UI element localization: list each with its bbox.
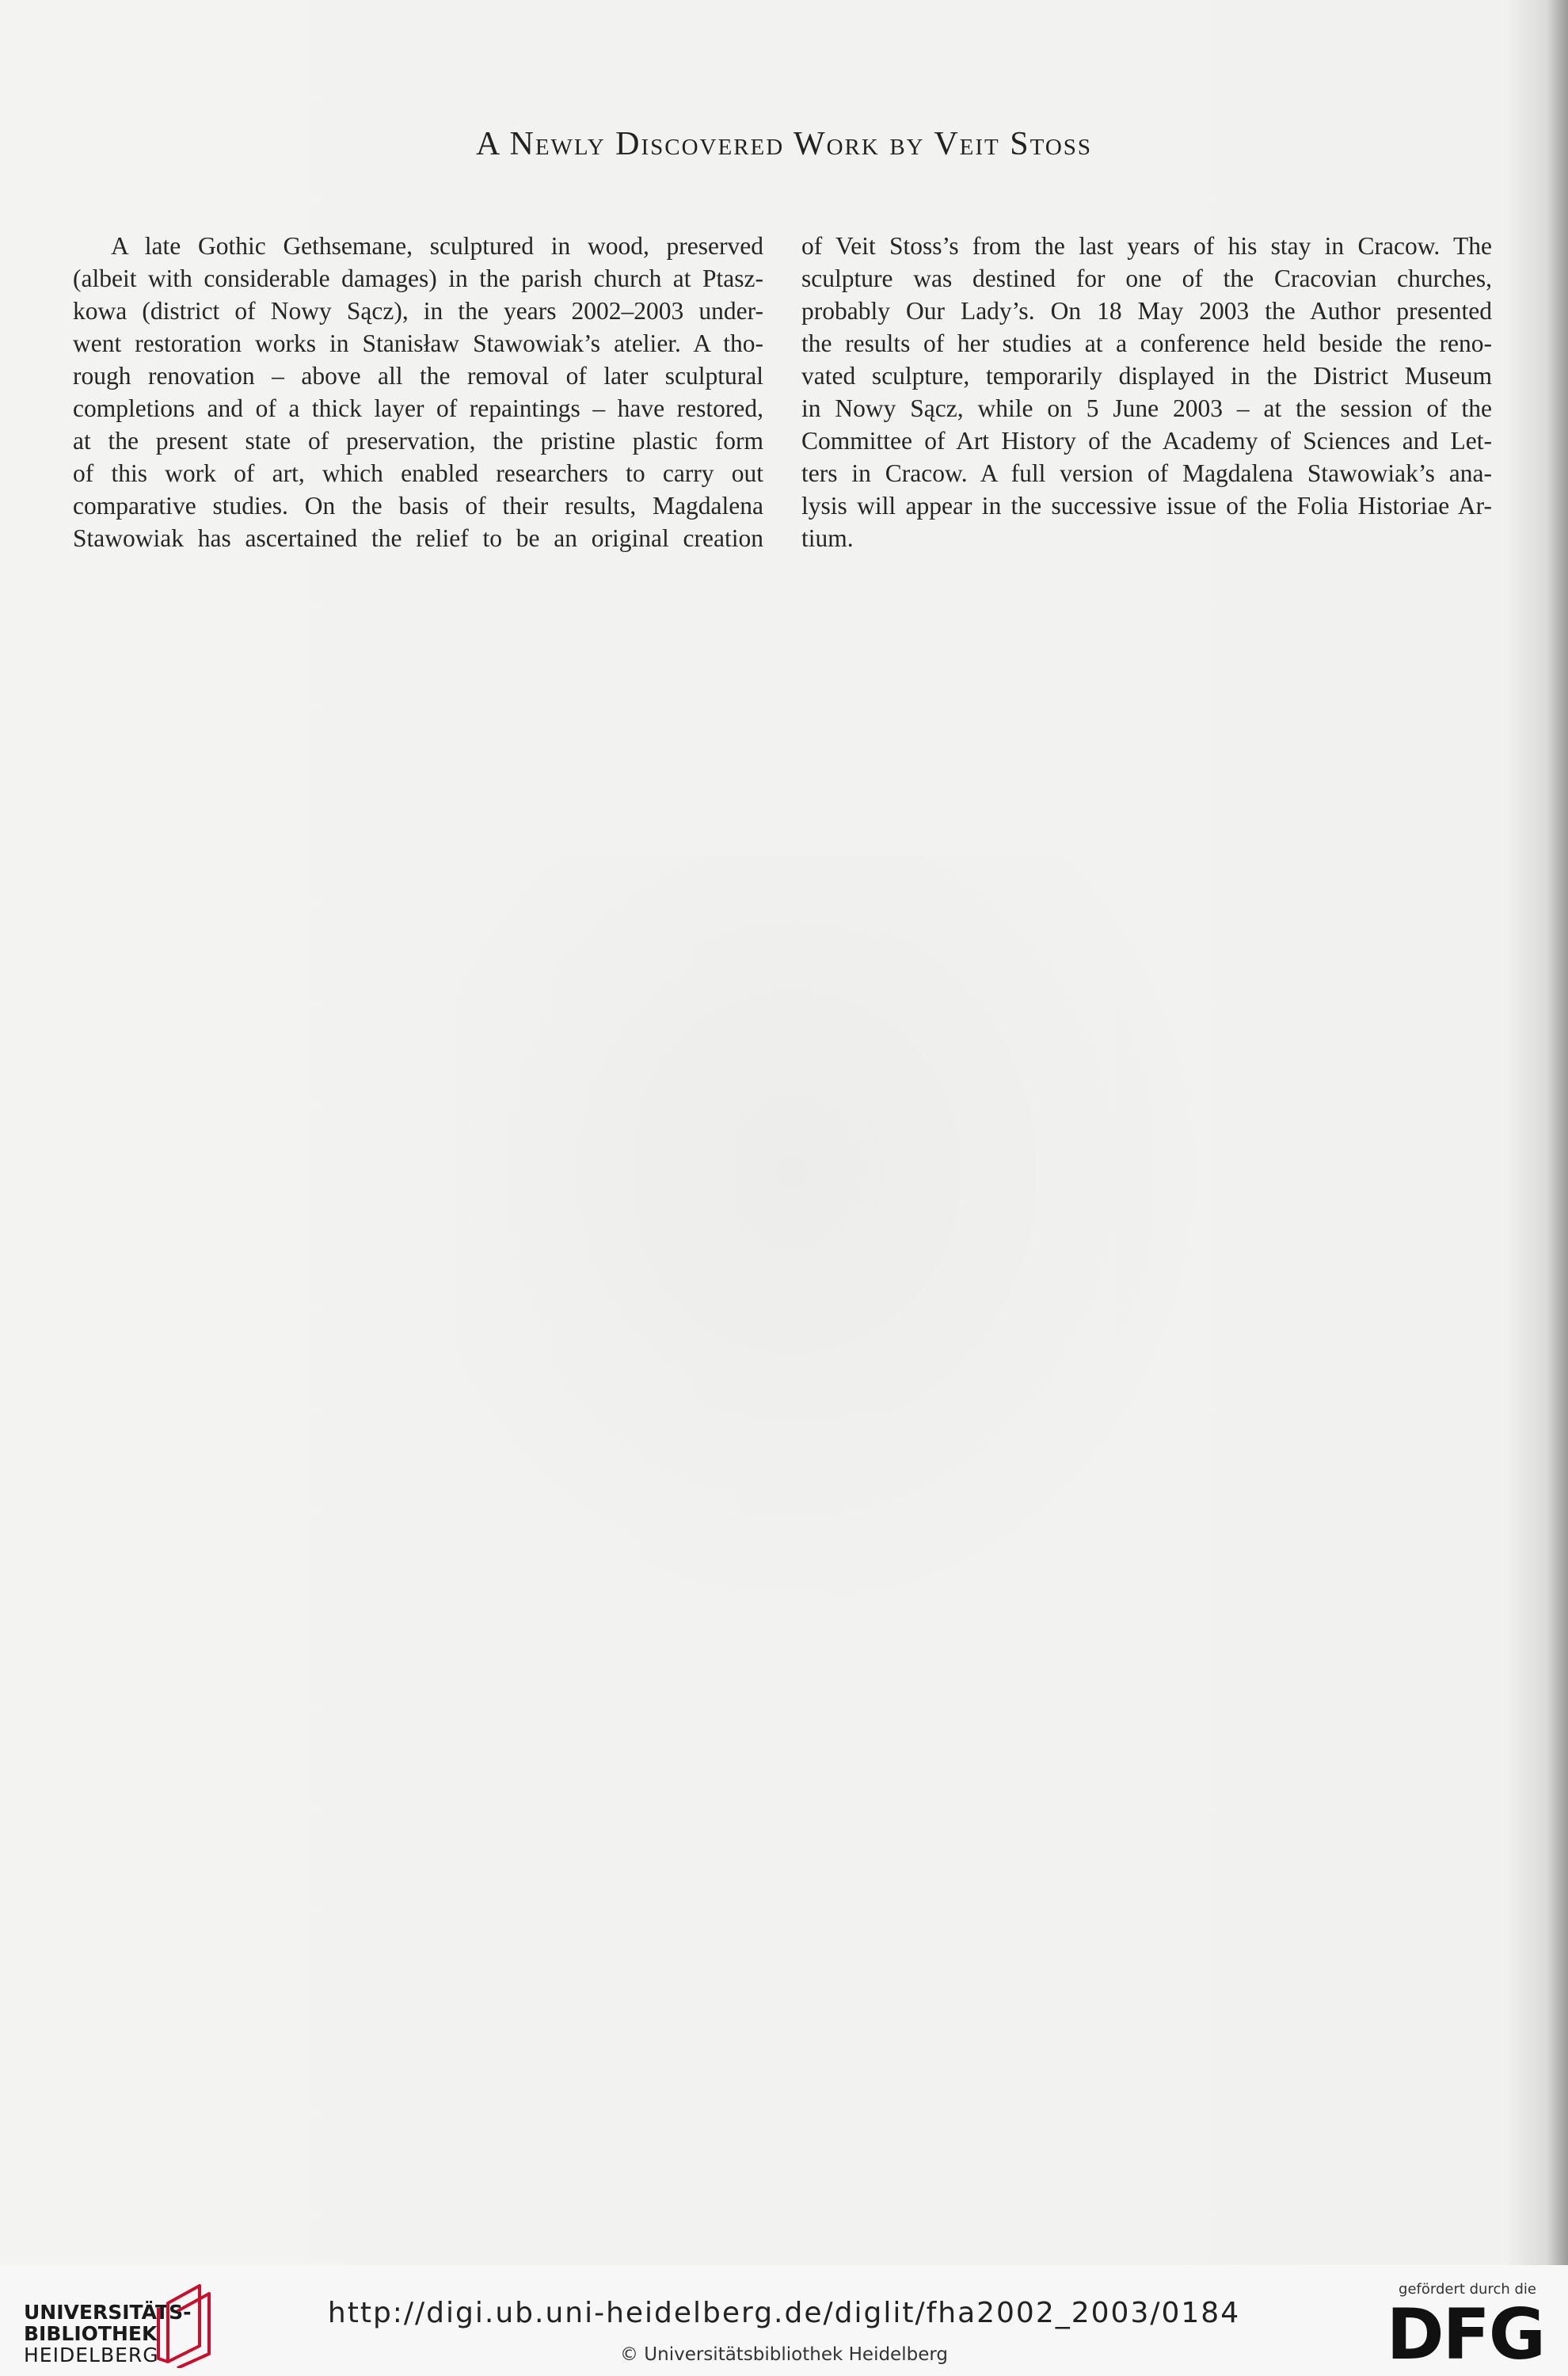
copyright-notice: © Universitätsbibliothek Heidelberg <box>619 2344 948 2365</box>
funding-label: gefördert durch die <box>1399 2281 1536 2298</box>
show-through-shadow <box>348 855 1235 1647</box>
text-line: went restoration works in Stanisław Stawowiak’s atelier. A tho- <box>73 329 763 357</box>
text-line: (albeit with considerable damages) in the parish church at Ptasz- <box>73 265 763 292</box>
library-name-line: UNIVERSITÄTS- <box>24 2301 192 2324</box>
text-line: probably Our Lady’s. On 18 May 2003 the Author presented <box>801 297 1492 325</box>
text-line: lysis will appear in the successive issue of the Folia Historiae Ar- <box>801 492 1492 520</box>
text-line: tium. <box>801 524 854 552</box>
page-binding-edge <box>1547 0 1568 2265</box>
text-line: comparative studies. On the basis of their results, Magdalena <box>73 492 763 520</box>
article-title: A Newly Discovered Work by Veit Stoss <box>475 126 1093 162</box>
digitization-footer <box>0 2265 1568 2376</box>
text-line: A late Gothic Gethsemane, sculptured in wood, preserved <box>111 232 763 260</box>
text-line: in Nowy Sącz, while on 5 June 2003 – at the session of the <box>801 394 1492 422</box>
text-column-left <box>73 230 763 554</box>
text-line: Stawowiak has ascertained the relief to be an original creation <box>73 524 763 552</box>
text-line: the results of her studies at a conference held beside the reno- <box>801 329 1492 357</box>
library-name-line: HEIDELBERG <box>24 2344 159 2366</box>
text-column-right <box>801 230 1492 554</box>
permalink-url[interactable]: http://digi.ub.uni-heidelberg.de/diglit/fha2002_2003/0184 <box>327 2297 1241 2329</box>
library-name-line: BIBLIOTHEK <box>24 2322 158 2345</box>
text-line: sculpture was destined for one of the Cracovian churches, <box>801 265 1492 292</box>
text-line: completions and of a thick layer of repaintings – have restored, <box>73 394 763 422</box>
text-line: vated sculpture, temporarily displayed in the District Museum <box>801 362 1492 390</box>
dfg-logo[interactable]: DFG <box>1386 2294 1544 2375</box>
text-line: of this work of art, which enabled researchers to carry out <box>73 459 763 487</box>
text-line: Committee of Art History of the Academy of Sciences and Let- <box>801 427 1492 455</box>
text-line: of Veit Stoss’s from the last years of his stay in Cracow. The <box>801 232 1492 260</box>
text-line: kowa (district of Nowy Sącz), in the years 2002–2003 under- <box>73 297 763 325</box>
text-line: at the present state of preservation, the pristine plastic form <box>73 427 763 455</box>
text-line: ters in Cracow. A full version of Magdalena Stawowiak’s ana- <box>801 459 1492 487</box>
text-line: rough renovation – above all the removal of later sculptural <box>73 362 763 390</box>
